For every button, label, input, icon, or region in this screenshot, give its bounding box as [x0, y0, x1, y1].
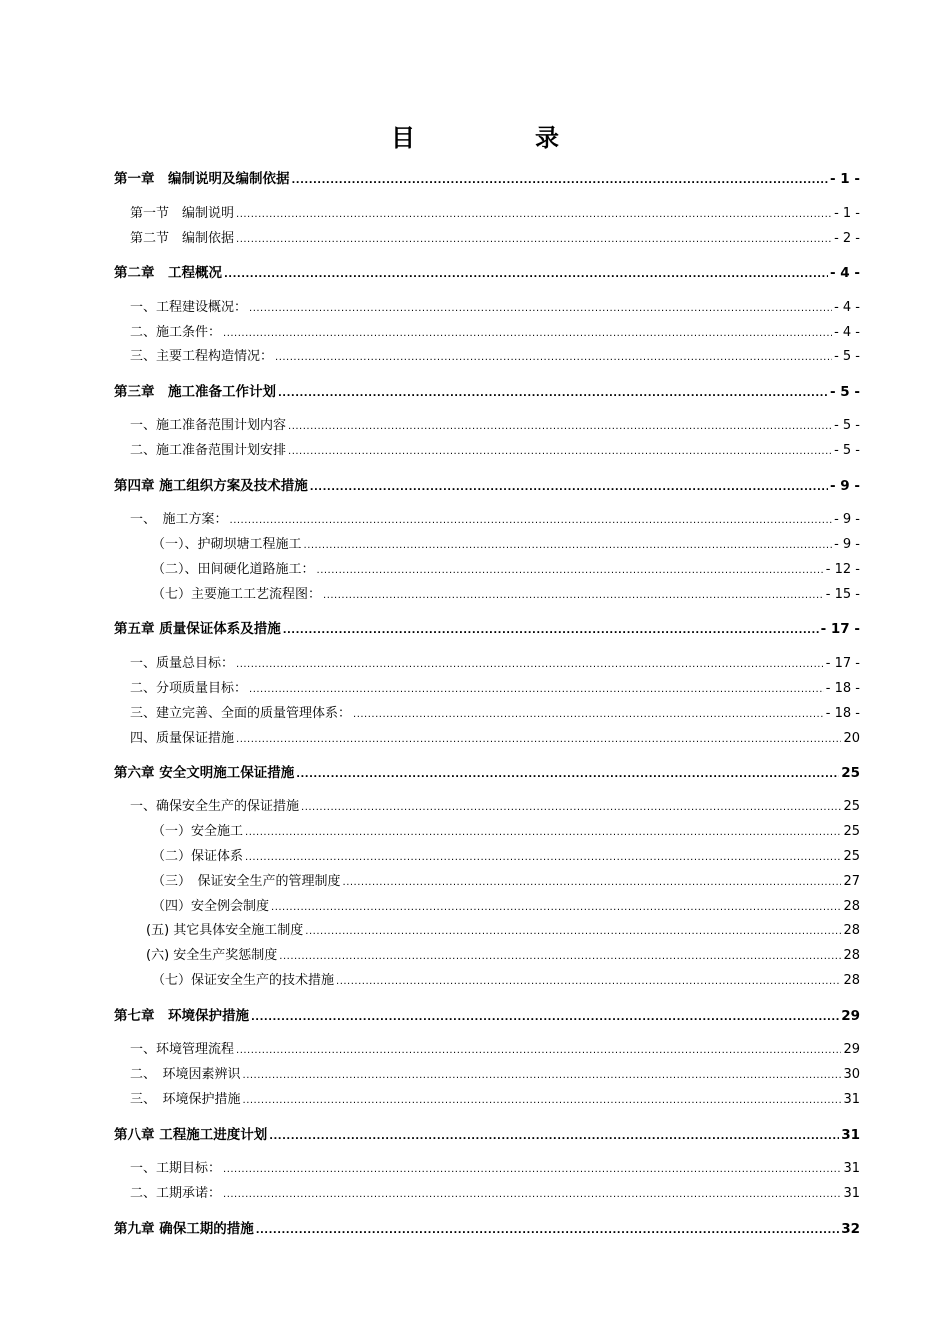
toc-subsection[interactable]	[114, 536, 860, 555]
toc-entry-text: （二）、田间硬化道路施工：	[152, 562, 315, 577]
toc-entry-text: 第一节 编制说明	[130, 206, 235, 221]
leader-dots	[278, 385, 828, 403]
toc-page-number: - 18 -	[825, 681, 860, 696]
toc-page-number: - 1 -	[834, 206, 860, 221]
leader-dots	[236, 206, 832, 224]
toc-entry-text: 第七章 环境保护措施	[114, 1008, 249, 1024]
toc-subsection[interactable]	[114, 561, 860, 580]
toc-entry-text: 二、施工准备范围计划安排	[130, 443, 287, 458]
toc-chapter[interactable]	[114, 764, 860, 784]
toc-page-number: - 1 -	[830, 171, 860, 187]
toc-entry-text: (五) 其它具体安全施工制度	[146, 923, 304, 938]
toc-page-number: 29	[841, 1008, 860, 1024]
toc-page-number: - 2 -	[834, 231, 860, 246]
toc-page-number: - 18 -	[825, 706, 860, 721]
toc-page-number: - 9 -	[830, 478, 860, 494]
toc-page-number: - 17 -	[825, 656, 860, 671]
toc-chapter[interactable]	[114, 264, 860, 284]
toc-entry-text: 一、 施工方案：	[130, 512, 228, 527]
toc-section[interactable]	[114, 417, 860, 436]
toc-entry-text: （七）主要施工工艺流程图：	[152, 587, 322, 602]
toc-section[interactable]	[114, 655, 860, 674]
toc-page-number: 28	[843, 899, 860, 914]
leader-dots	[279, 948, 841, 966]
toc-page-number: - 9 -	[834, 512, 860, 527]
toc-section[interactable]	[114, 299, 860, 318]
leader-dots	[288, 443, 832, 461]
toc-entry-text: （七）保证安全生产的技术措施	[152, 973, 335, 988]
toc-section[interactable]	[114, 230, 860, 249]
toc-page-number: 27	[843, 874, 860, 889]
toc-entry-text: 第一章 编制说明及编制依据	[114, 171, 290, 187]
leader-dots	[317, 562, 824, 580]
toc-entry-text: 第二节 编制依据	[130, 231, 235, 246]
toc-page-number: 31	[841, 1127, 860, 1143]
toc-page-number: - 5 -	[830, 384, 860, 400]
toc-chapter[interactable]	[114, 1007, 860, 1027]
toc-page-number: 28	[843, 948, 860, 963]
toc-entry-text: 一、环境管理流程	[130, 1042, 235, 1057]
toc-section[interactable]	[114, 1066, 860, 1085]
toc-page-number: 31	[843, 1092, 860, 1107]
toc-entry-text: 第六章 安全文明施工保证措施	[114, 765, 295, 781]
toc-entry-text: 二、 环境因素辨识	[130, 1067, 241, 1082]
title-char-left: 目	[391, 123, 415, 152]
toc-entry-text: 一、确保安全生产的保证措施	[130, 799, 300, 814]
toc-chapter[interactable]	[114, 170, 860, 190]
toc-chapter[interactable]	[114, 1220, 860, 1240]
toc-page-number: - 5 -	[834, 418, 860, 433]
toc-page-number: - 4 -	[834, 300, 860, 315]
toc-entry-text: 第五章 质量保证体系及措施	[114, 621, 281, 637]
leader-dots	[243, 1067, 842, 1085]
toc-entry-text: （四）安全例会制度	[152, 899, 270, 914]
leader-dots	[230, 512, 833, 530]
toc-entry-text: 二、施工条件：	[130, 325, 222, 340]
toc-entry-text: (六) 安全生产奖惩制度	[146, 948, 278, 963]
table-of-contents	[114, 0, 860, 1344]
toc-subsection[interactable]	[114, 922, 860, 941]
toc-section[interactable]	[114, 1041, 860, 1060]
toc-page-number: - 5 -	[834, 349, 860, 364]
toc-section[interactable]	[114, 680, 860, 699]
leader-dots	[245, 849, 841, 867]
leader-dots	[275, 349, 832, 367]
toc-page-number: - 4 -	[834, 325, 860, 340]
leader-dots	[304, 537, 833, 555]
toc-page-number: 20	[843, 731, 860, 746]
toc-section[interactable]	[114, 1091, 860, 1110]
leader-dots	[236, 1042, 841, 1060]
toc-entry-text: 三、主要工程构造情况：	[130, 349, 274, 364]
toc-chapter[interactable]	[114, 477, 860, 497]
toc-subsection[interactable]	[114, 972, 860, 991]
toc-entry-text: 第九章 确保工期的措施	[114, 1221, 254, 1237]
toc-entry-text: 一、质量总目标：	[130, 656, 235, 671]
leader-dots	[336, 973, 841, 991]
toc-subsection[interactable]	[114, 898, 860, 917]
toc-section[interactable]	[114, 205, 860, 224]
leader-dots	[249, 681, 824, 699]
leader-dots	[343, 874, 842, 892]
toc-entry-text: 一、施工准备范围计划内容	[130, 418, 287, 433]
leader-dots	[243, 1092, 842, 1110]
toc-page-number: 32	[841, 1221, 860, 1237]
leader-dots	[305, 923, 841, 941]
leader-dots	[249, 300, 832, 318]
toc-section[interactable]	[114, 348, 860, 367]
leader-dots	[223, 1161, 841, 1179]
toc-page-number: 31	[843, 1186, 860, 1201]
toc-section[interactable]	[114, 1185, 860, 1204]
toc-page-number: - 4 -	[830, 265, 860, 281]
leader-dots	[288, 418, 832, 436]
toc-page-number: 30	[843, 1067, 860, 1082]
toc-page-number: 29	[843, 1042, 860, 1057]
leader-dots	[223, 325, 832, 343]
leader-dots	[223, 1186, 841, 1204]
leader-dots	[301, 799, 841, 817]
toc-entry-text: （二）保证体系	[152, 849, 244, 864]
toc-section[interactable]	[114, 324, 860, 343]
leader-dots	[296, 766, 839, 784]
leader-dots	[292, 172, 829, 190]
toc-section[interactable]	[114, 442, 860, 461]
leader-dots	[245, 824, 841, 842]
toc-entry-text: （一）安全施工	[152, 824, 244, 839]
toc-entry-text: （一）、护砌坝塘工程施工	[152, 537, 302, 552]
toc-chapter[interactable]	[114, 1126, 860, 1146]
toc-page-number: 25	[843, 824, 860, 839]
leader-dots	[353, 706, 824, 724]
toc-subsection[interactable]	[114, 848, 860, 867]
toc-entry-text: 第二章 工程概况	[114, 265, 222, 281]
toc-section[interactable]	[114, 730, 860, 749]
toc-entry-text: 二、工期承诺：	[130, 1186, 222, 1201]
leader-dots	[310, 479, 828, 497]
toc-entry-text: 第八章 工程施工进度计划	[114, 1127, 268, 1143]
leader-dots	[251, 1009, 839, 1027]
toc-page-number: - 17 -	[820, 621, 860, 637]
leader-dots	[269, 1128, 839, 1146]
title-char-right: 录	[535, 123, 559, 152]
leader-dots	[323, 587, 824, 605]
toc-chapter[interactable]	[114, 620, 860, 640]
leader-dots	[271, 899, 841, 917]
toc-page-number: - 5 -	[834, 443, 860, 458]
toc-section[interactable]	[114, 1160, 860, 1179]
toc-entry-text: 三、建立完善、全面的质量管理体系：	[130, 706, 352, 721]
leader-dots	[283, 622, 819, 640]
toc-page-number: 31	[843, 1161, 860, 1176]
leader-dots	[224, 266, 828, 284]
toc-page-number: 25	[843, 799, 860, 814]
leader-dots	[236, 731, 841, 749]
toc-entry-text: 二、分项质量目标：	[130, 681, 248, 696]
toc-subsection[interactable]	[114, 586, 860, 605]
toc-page-number: 25	[843, 849, 860, 864]
leader-dots	[256, 1222, 840, 1240]
toc-entry-text: 第三章 施工准备工作计划	[114, 384, 276, 400]
toc-page-number: 25	[841, 765, 860, 781]
toc-page-number: 28	[843, 923, 860, 938]
leader-dots	[236, 656, 824, 674]
leader-dots	[236, 231, 832, 249]
toc-page-number: 28	[843, 973, 860, 988]
toc-section[interactable]	[114, 798, 860, 817]
toc-page-number: - 15 -	[825, 587, 860, 602]
toc-entry-text: 三、 环境保护措施	[130, 1092, 241, 1107]
toc-page-number: - 9 -	[834, 537, 860, 552]
toc-page-number: - 12 -	[825, 562, 860, 577]
toc-section[interactable]	[114, 511, 860, 530]
toc-entry-text: 第四章 施工组织方案及技术措施	[114, 478, 308, 494]
toc-entry-text: 四、质量保证措施	[130, 731, 235, 746]
toc-entry-text: 一、工期目标：	[130, 1161, 222, 1176]
toc-entry-text: （三） 保证安全生产的管理制度	[152, 874, 341, 889]
toc-subsection[interactable]	[114, 947, 860, 966]
toc-subsection[interactable]	[114, 823, 860, 842]
toc-section[interactable]	[114, 705, 860, 724]
toc-subsection[interactable]	[114, 873, 860, 892]
toc-entry-text: 一、工程建设概况：	[130, 300, 248, 315]
toc-chapter[interactable]	[114, 383, 860, 403]
